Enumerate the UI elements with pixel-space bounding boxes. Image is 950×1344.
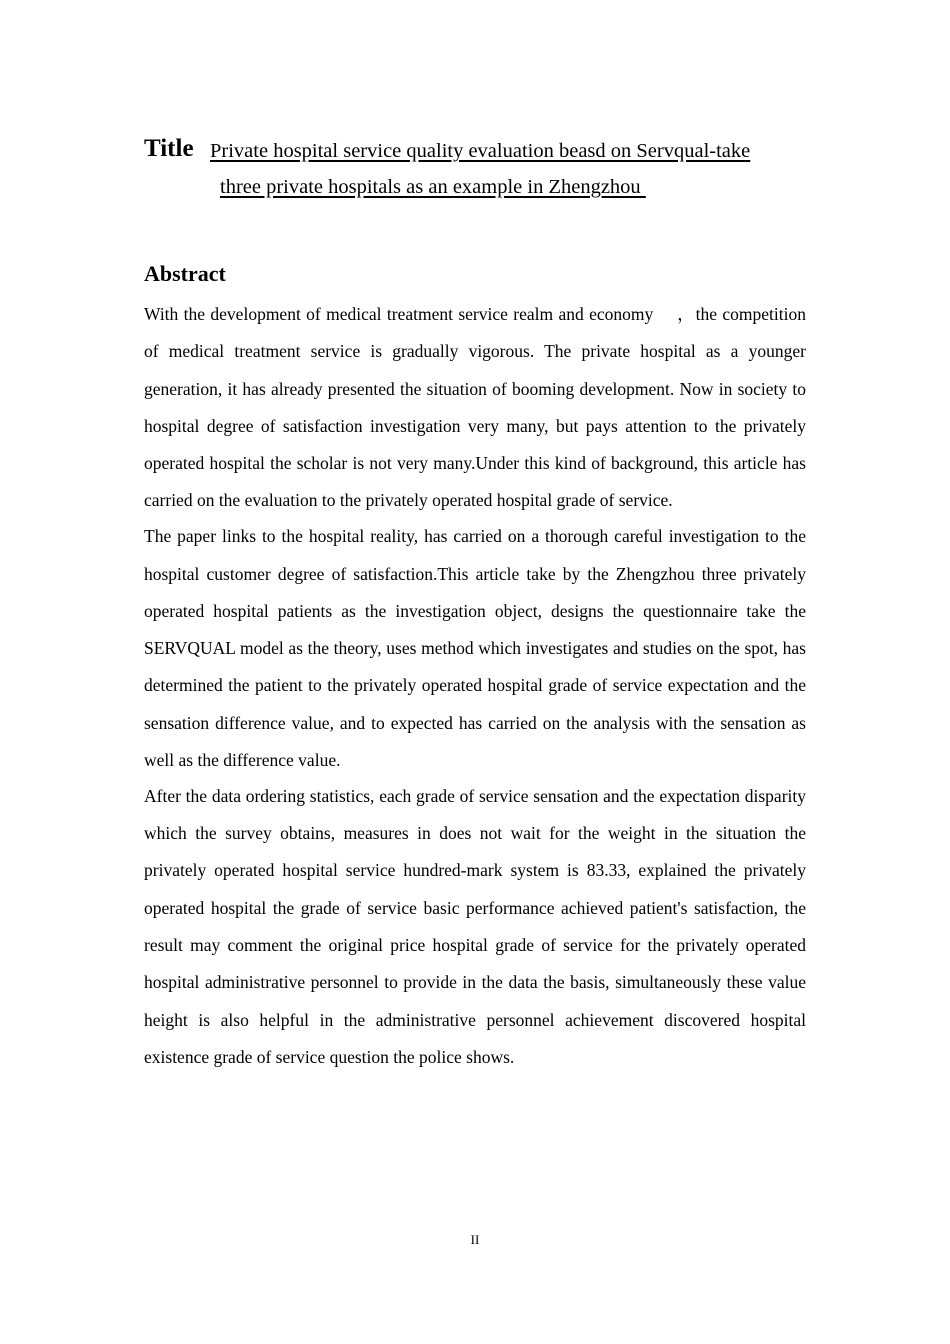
abstract-paragraph-3: After the data ordering statistics, each grade of service sensation and the expectation disparity which the survey obtains, measures in does not wait for the weight in the situation the privately operated hospital service hundred-mark system is 83.33, explained the privately operated hospital the grade of service basic performance achieved patient's satisfaction, the result may comment the original price hospital grade of service for the privately operated hospital administrative personnel to provide in the data the basis, simultaneously these value height is also helpful in the administrative personnel achievement discovered hospital existence grade of service question the police shows.	[144, 785, 806, 1067]
page-number: II	[470, 1232, 480, 1247]
abstract-paragraph-2: The paper links to the hospital reality, has carried on a thorough careful investigation to the hospital customer degree of satisfaction.This article take by the Zhengzhou three privately operated hospital patients as the investigation object, designs the questionnaire take the SERVQUAL model as the theory, uses method which investigates and studies on the spot, has determined the patient to the privately operated hospital grade of service expectation and the sensation difference value, and to expected has carried on the analysis with the sensation as well as the difference value.	[144, 526, 806, 771]
title-label: Title	[144, 135, 194, 162]
abstract-body	[144, 296, 806, 1076]
title-text-line-2: three private hospitals as an example in Zhengzhou	[220, 176, 646, 198]
abstract-heading: Abstract	[144, 261, 226, 286]
title-text-line-1: Private hospital service quality evaluation beasd on Servqual-take	[210, 140, 751, 162]
abstract-paragraph-1: With the development of medical treatment service realm and economy ，the competition of medical treatment service is gradually vigorous. The private hospital as a younger generation, it has already presented the situation of booming development. Now in society to hospital degree of satisfaction investigation very many, but pays attention to the privately operated hospital the scholar is not very many.Under this kind of background, this article has carried on the evaluation to the privately operated hospital grade of service.	[144, 304, 806, 511]
